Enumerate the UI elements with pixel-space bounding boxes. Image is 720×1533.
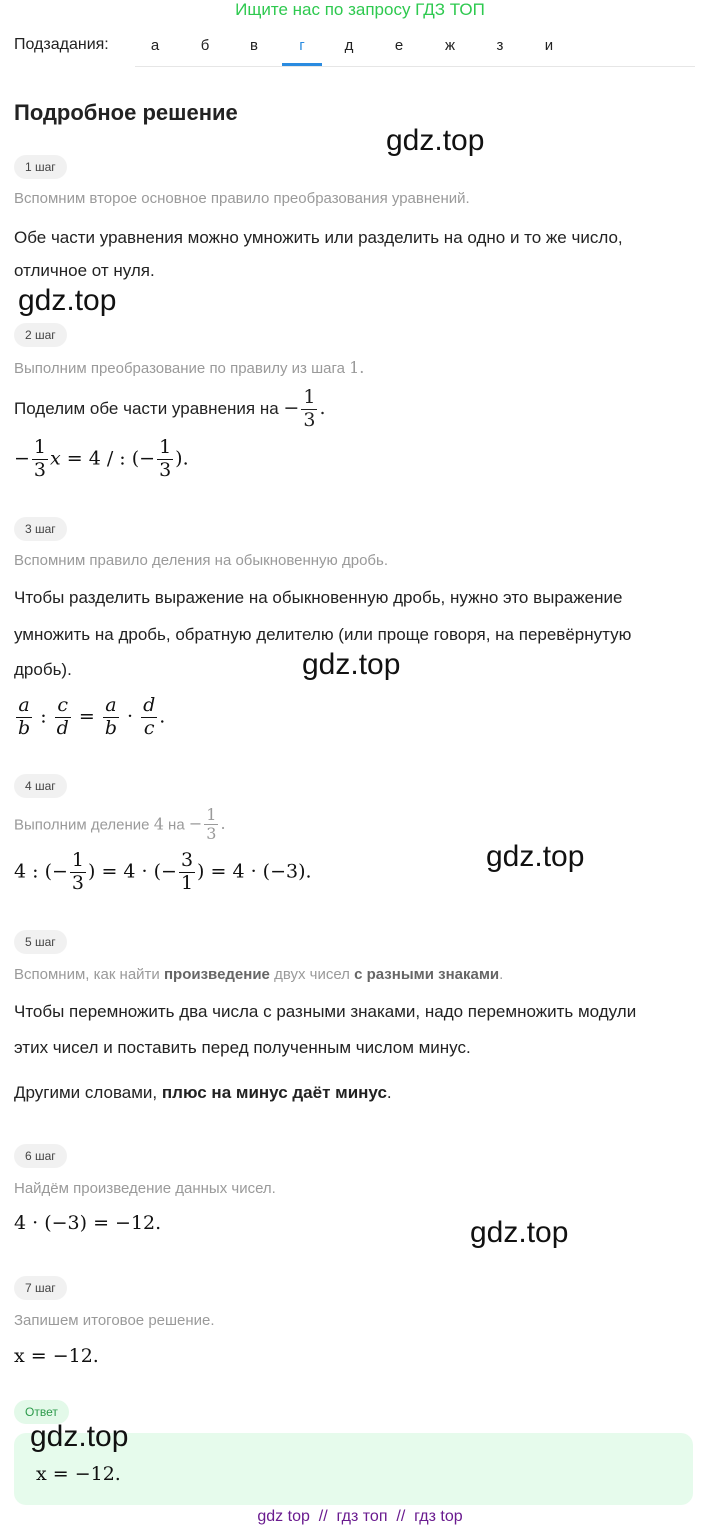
step-badge: 6 шаг	[14, 1144, 67, 1168]
answer-badge: Ответ	[14, 1400, 69, 1424]
step-note-bold: с разными знаками	[354, 966, 500, 983]
watermark: gdz.top	[302, 648, 401, 681]
formula: $\frac{a}{b}$ : $\frac{c}{d}$ = $\frac{a}{b}$ · $\frac{d}{c}$ .	[18, 694, 166, 739]
footer-links[interactable]: gdz top // гдз топ // гдз top	[257, 1508, 463, 1525]
step-note	[14, 806, 226, 844]
step-text: отличное от нуля.	[14, 261, 155, 280]
step-badge: 5 шаг	[14, 930, 67, 954]
step-text-part: Другими словами,	[14, 1083, 158, 1102]
step-text: дробь).	[14, 660, 72, 679]
watermark: gdz.top	[30, 1420, 129, 1453]
equation: x = −12.	[14, 1345, 99, 1367]
step-badge: 7 шаг	[14, 1276, 67, 1300]
step-text	[14, 1075, 392, 1111]
step-badge: 4 шаг	[14, 774, 67, 798]
equation: − $\frac{1}{3}$ x = 4 / : (− $\frac{1}{3}$ ).	[14, 436, 189, 481]
step-note-text: Вспомним, как найти	[14, 966, 160, 983]
step-note-number: 4	[153, 814, 164, 834]
equation: 4 · (−3) = −12.	[14, 1212, 162, 1234]
step-badge: 3 шаг	[14, 517, 67, 541]
tab-a[interactable]: а	[150, 37, 160, 54]
step-text: Обе части уравнения можно умножить или разделить на одно и то же число,	[14, 228, 623, 247]
step-text-label: Поделим обе части уравнения на	[14, 399, 279, 418]
watermark: gdz.top	[386, 124, 485, 157]
step-note-text: двух чисел	[274, 966, 350, 983]
step-text: Чтобы разделить выражение на обыкновенную дробь, нужно это выражение	[14, 588, 623, 607]
step-text: этих чисел и поставить перед полученным числом минус.	[14, 1038, 471, 1057]
subtasks-tabs	[135, 28, 695, 67]
step-note	[14, 358, 364, 377]
tab-v[interactable]: в	[250, 37, 258, 54]
step-badge: 2 шаг	[14, 323, 67, 347]
watermark: gdz.top	[486, 840, 585, 873]
step-text-bold: плюс на минус даёт минус	[161, 1083, 387, 1102]
watermark: gdz.top	[18, 284, 117, 317]
step-note-number: 1	[349, 358, 360, 377]
step-note: Найдём произведение данных чисел.	[14, 1180, 276, 1197]
step-note-text: Выполним преобразование по правилу из шага	[14, 360, 345, 377]
equation: 4 : (− $\frac{1}{3}$ ) = 4 · (− $\frac{3}{1}$ ) = 4 · (−3).	[14, 849, 312, 894]
period: .	[359, 358, 365, 377]
step-note	[14, 966, 503, 983]
step-text: умножить на дробь, обратную делителю (или проще говоря, на перевёрнутую	[14, 625, 632, 644]
answer-equation: x = −12.	[36, 1463, 121, 1485]
step-badge: 1 шаг	[14, 155, 67, 179]
tab-b[interactable]: б	[200, 37, 210, 54]
page-title: Подробное решение	[14, 100, 238, 125]
watermark: gdz.top	[470, 1216, 569, 1249]
fraction-expression: − $\frac{1}{3}$ .	[188, 805, 226, 844]
tab-e[interactable]: е	[394, 37, 404, 54]
subtasks-label: Подзадания:	[14, 36, 109, 53]
search-banner: Ищите нас по запросу ГДЗ ТОП	[235, 0, 485, 19]
step-note-text: Выполним деление	[14, 816, 150, 834]
step-note: Вспомним правило деления на обыкновенную дробь.	[14, 552, 388, 569]
tab-z[interactable]: з	[496, 37, 504, 54]
step-note-text: на	[168, 816, 185, 834]
step-text: Чтобы перемножить два числа с разными знаками, надо перемножить модули	[14, 1002, 637, 1021]
tab-d[interactable]: д	[344, 37, 354, 54]
tab-zh[interactable]: ж	[444, 37, 456, 54]
step-note: Запишем итоговое решение.	[14, 1312, 215, 1329]
step-text	[14, 380, 325, 437]
step-note-text: .	[499, 966, 504, 983]
step-note: Вспомним второе основное правило преобразования уравнений.	[14, 190, 470, 207]
fraction-expression: − $\frac{1}{3}$ .	[283, 385, 326, 431]
tab-g[interactable]: г	[282, 28, 322, 66]
step-text-part: .	[386, 1083, 392, 1102]
step-note-bold: произведение	[163, 966, 270, 983]
tab-i[interactable]: и	[544, 37, 554, 54]
